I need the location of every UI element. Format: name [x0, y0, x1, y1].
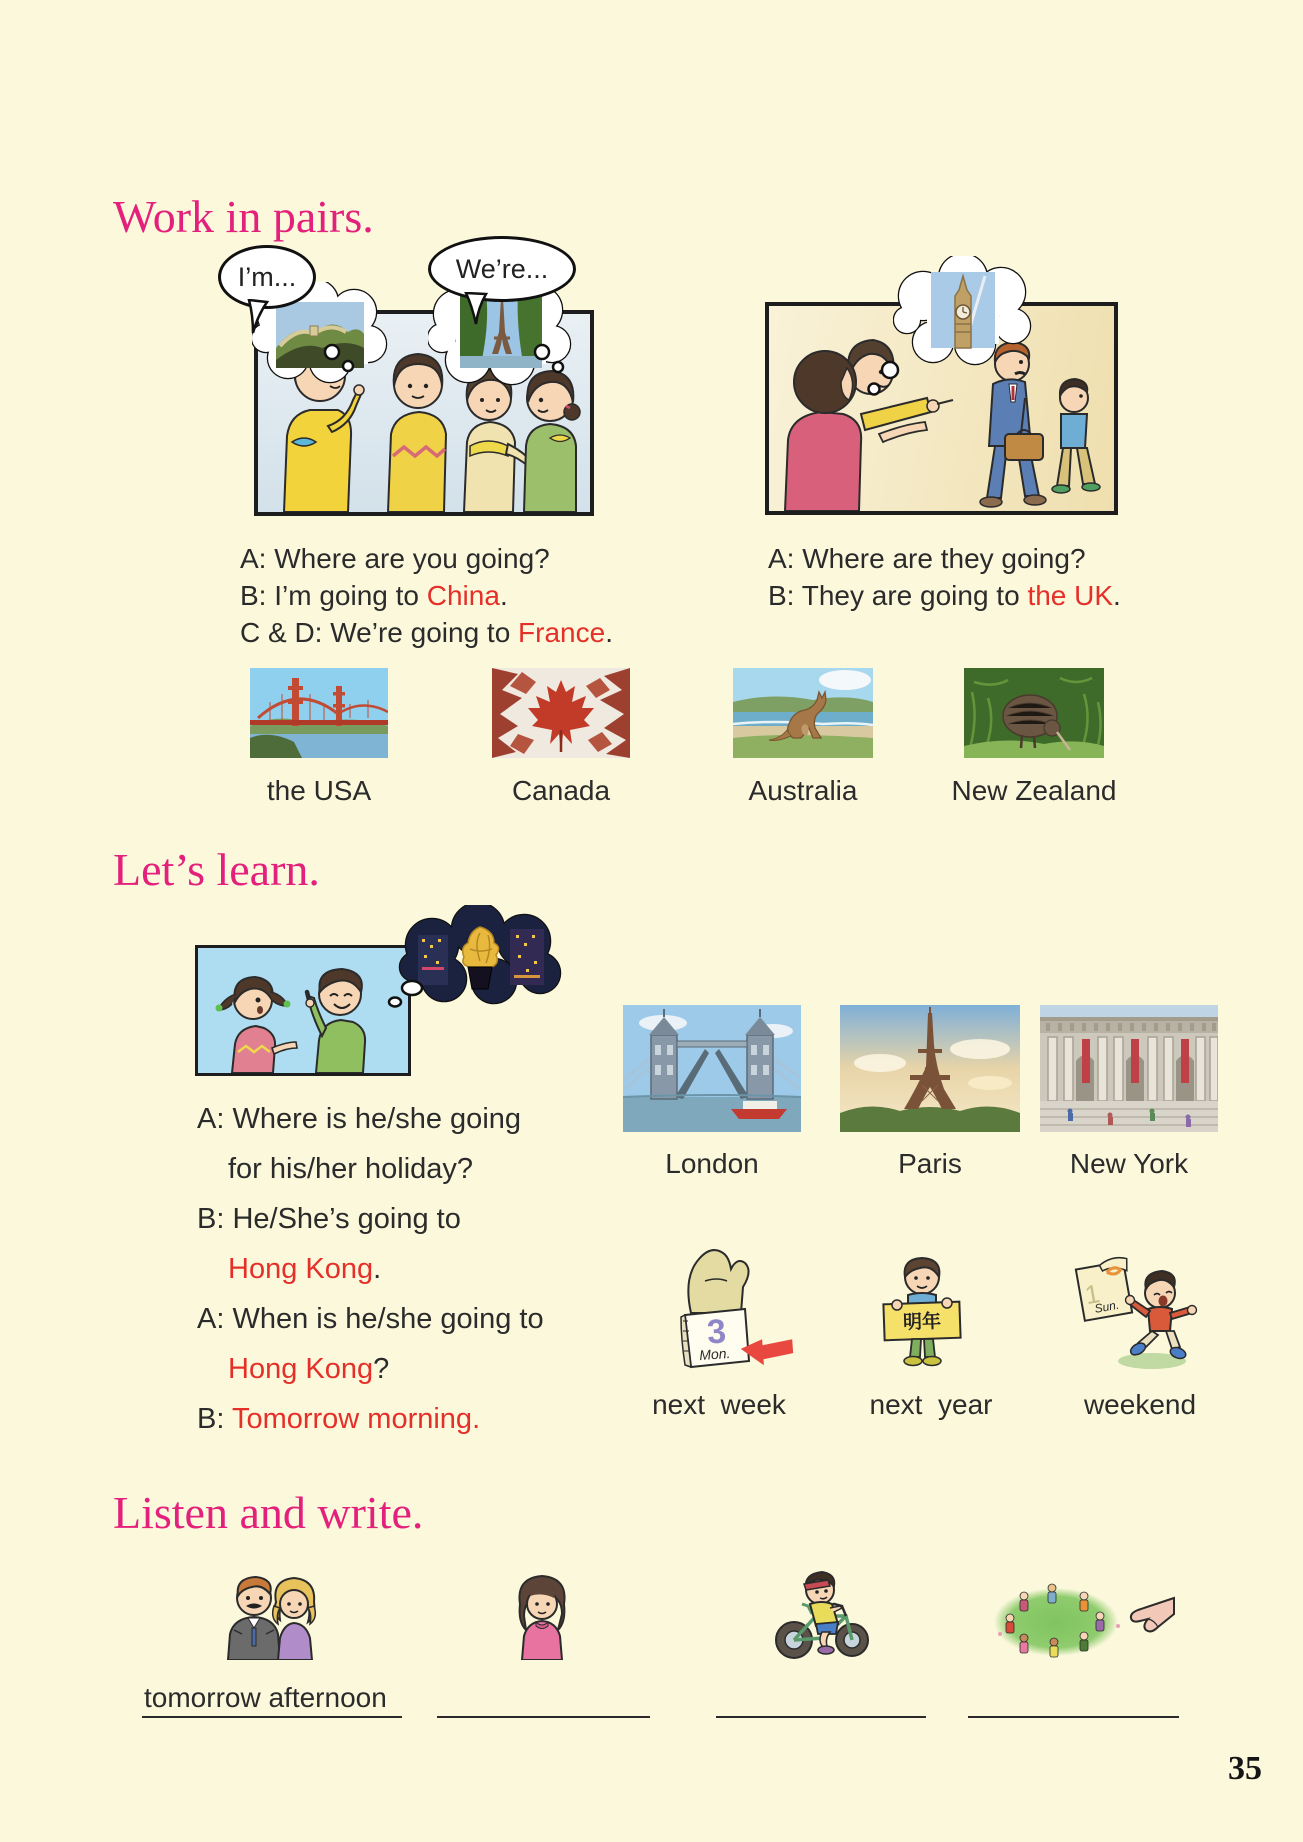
dialogue-text: B: They are going to — [768, 580, 1028, 611]
speech-bubble-were — [428, 236, 576, 302]
dialogue-text: . — [1113, 580, 1121, 611]
answer-text-1: tomorrow afternoon — [144, 1682, 387, 1713]
calendar-day-number: 3 — [705, 1312, 728, 1352]
photo-tower-bridge-london — [623, 1005, 801, 1132]
section-heading-listen-and-write: Listen and write. — [113, 1487, 424, 1538]
dialogue-text: B: I’m going to — [240, 580, 427, 611]
write-line-4 — [968, 1716, 1179, 1718]
hong-kong-cloud-trail — [386, 978, 426, 1012]
dialogue-text: B: — [197, 1403, 232, 1435]
boy-on-bicycle-illustration — [768, 1568, 876, 1662]
dialogue-line — [240, 617, 613, 649]
dialogue-text-red: Hong Kong — [228, 1253, 374, 1285]
dialogue-text-red: France — [518, 617, 606, 648]
dialogue-line — [228, 1253, 381, 1286]
parents-illustration — [220, 1572, 324, 1660]
next-week-calendar-illustration — [671, 1243, 767, 1371]
weekend-calendar-day: Sun. — [1093, 1297, 1121, 1316]
dialogue-line — [240, 543, 550, 575]
write-line-1 — [142, 1716, 402, 1718]
section-heading-lets-learn: Let’s learn. — [113, 844, 320, 895]
photo-kiwi-bird — [964, 668, 1104, 758]
city-label-new-york: New York — [1069, 1148, 1189, 1179]
city-label-paris: Paris — [898, 1148, 962, 1179]
weekend-boy-illustration — [1074, 1255, 1204, 1373]
time-label-next-week: next week — [652, 1389, 786, 1420]
dialogue-text: A: Where are they going? — [768, 543, 1086, 574]
next-year-boy-illustration — [872, 1255, 972, 1371]
dialogue-line — [197, 1303, 544, 1336]
girl-boy-drawing — [198, 948, 408, 1073]
write-line-2 — [437, 1716, 650, 1718]
dialogue-line — [197, 1103, 521, 1136]
speech-bubble-im-text: I’m... — [237, 261, 297, 292]
city-label-london: London — [665, 1148, 759, 1179]
dialogue-line — [768, 580, 1121, 612]
kids-circle-illustration — [988, 1576, 1178, 1660]
country-label-new-zealand: New Zealand — [951, 775, 1117, 806]
dialogue-text-red: China — [426, 580, 500, 611]
photo-met-museum-new-york — [1040, 1005, 1218, 1132]
big-ben-photo — [893, 256, 1033, 368]
time-label-next-year: next year — [869, 1389, 993, 1420]
dialogue-line — [240, 580, 508, 612]
speech-bubble-were-text: We’re... — [455, 253, 549, 284]
section-heading-work-in-pairs: Work in pairs. — [113, 191, 374, 242]
dialogue-text-red: the UK — [1027, 580, 1114, 611]
svg-text:1: 1 — [1082, 1278, 1103, 1311]
dialogue-text: ? — [373, 1353, 390, 1385]
photo-red-maple-leaf — [492, 668, 630, 758]
thought-cloud-b-trail — [530, 340, 568, 376]
big-ben-cloud-trail — [864, 360, 904, 400]
dialogue-text: B: He/She’s going to — [197, 1203, 461, 1235]
dialogue-text: for his/her holiday? — [228, 1153, 474, 1185]
dialogue-text-red: Tomorrow morning. — [231, 1403, 481, 1435]
dialogue-text: . — [373, 1253, 382, 1285]
thought-cloud-big-ben — [893, 256, 1033, 373]
next-year-sign-text: 明年 — [902, 1311, 942, 1334]
dialogue-text: C & D: We’re going to — [240, 617, 519, 648]
thought-cloud-a-trail — [322, 342, 358, 376]
calendar-day-of-week: Mon. — [698, 1344, 731, 1364]
dialogue-text: A: Where is he/she going — [197, 1103, 522, 1135]
country-label-usa: the USA — [266, 775, 372, 806]
country-label-australia: Australia — [748, 775, 858, 806]
woman-illustration — [498, 1570, 586, 1660]
dialogue-text: . — [605, 617, 613, 648]
speech-bubble-were-tail — [462, 292, 492, 328]
page-number: 35 — [1228, 1750, 1262, 1787]
dialogue-line — [228, 1153, 473, 1186]
country-label-canada: Canada — [511, 775, 611, 806]
write-line-3 — [716, 1716, 926, 1718]
girl-boy-illustration — [195, 945, 411, 1076]
speech-bubble-im-tail — [243, 299, 273, 337]
dialogue-text: A: Where are you going? — [240, 543, 550, 574]
dialogue-text-red: Hong Kong — [228, 1353, 374, 1385]
photo-eiffel-tower-paris — [840, 1005, 1020, 1132]
dialogue-text: . — [499, 580, 508, 611]
dialogue-line — [197, 1403, 480, 1436]
dialogue-line — [197, 1203, 461, 1236]
dialogue-line — [768, 543, 1086, 575]
time-label-weekend: weekend — [1083, 1389, 1197, 1420]
dialogue-line — [228, 1353, 389, 1386]
photo-golden-gate-bridge — [250, 668, 388, 758]
dialogue-text: A: When is he/she going to — [197, 1303, 544, 1335]
photo-kangaroo-on-beach — [733, 668, 873, 758]
